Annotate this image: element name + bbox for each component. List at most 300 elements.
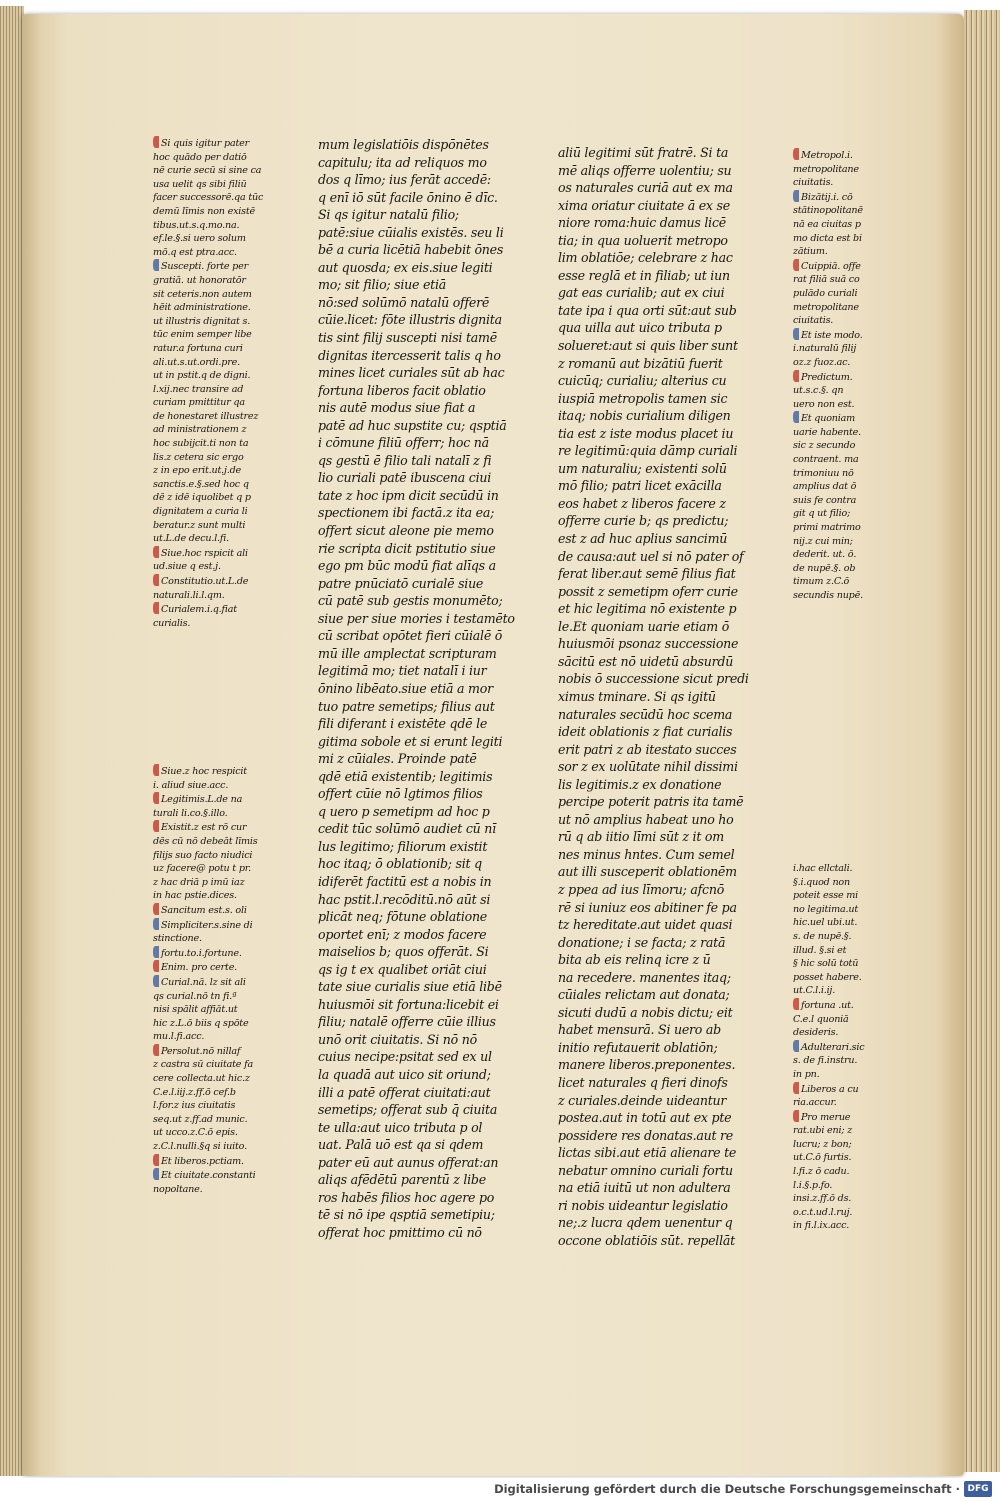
text-line [558, 249, 780, 267]
text-line-content: qua uilla aut uico tributa p [558, 320, 722, 336]
text-line [153, 560, 291, 574]
text-line-content: offert cūie nō lgtimos filios [318, 786, 483, 802]
text-line-content: oz.z fuoz.ac. [793, 356, 851, 368]
text-line [318, 575, 540, 593]
text-line-content: Et ciuitate.constanti [161, 1170, 256, 1182]
text-line-content: possidere res donatas.aut re [558, 1127, 733, 1143]
text-line-content: qs gestū ē filio tali natalī z fi [318, 452, 492, 468]
text-line-content: posset habere. [793, 971, 862, 983]
text-line-content: fortuna .ut. [801, 999, 854, 1011]
text-line-content: Bizātij.i. cō [801, 191, 853, 203]
text-line-content: secundis nupē. [793, 590, 863, 601]
text-line [318, 1189, 540, 1207]
text-line [318, 785, 540, 803]
rubric-mark [153, 903, 159, 915]
text-line-content: et hic legitima nō existente p [558, 601, 737, 617]
rubric-mark [153, 136, 159, 148]
text-line-content: ros habēs filios hoc agere po [318, 1189, 495, 1205]
text-line-content: pater eū aut aunus offerat:an [318, 1154, 499, 1170]
text-line [153, 835, 291, 849]
text-line-content: ef.le.§.si uero solum [153, 233, 246, 245]
text-line [318, 978, 540, 996]
text-line [153, 1030, 291, 1044]
text-line-content: ciuitatis. [793, 315, 834, 327]
text-line-content: nij.z cui min; [793, 535, 853, 547]
text-line [793, 521, 913, 535]
text-line [558, 916, 780, 934]
text-line [318, 627, 540, 645]
text-line [558, 302, 780, 320]
rubric-mark [793, 370, 799, 382]
text-line [558, 372, 780, 390]
text-line-content: nisi spālit affiāt.ut [153, 1004, 238, 1016]
text-line-content: fortu.to.i.fortune. [161, 947, 242, 959]
text-line-content: Curialem.i.q.fiat [161, 604, 237, 616]
text-line [793, 971, 913, 985]
text-line-content: manere liberos.preponentes. [558, 1057, 736, 1073]
text-line-content: pulādo curiali [793, 287, 858, 299]
text-line-content: § hic solū totū [793, 958, 859, 970]
text-line [558, 828, 780, 846]
text-line [318, 347, 540, 365]
text-line [318, 855, 540, 873]
text-line [558, 934, 780, 952]
text-line-content: illud. §.si et [793, 944, 847, 956]
text-line [558, 653, 780, 671]
text-line [153, 876, 291, 890]
text-line [793, 944, 913, 958]
text-line [318, 645, 540, 663]
text-line-content: aut illi susceperit oblationēm [558, 864, 737, 880]
text-line-content: sicuti dudū a nobis dictu; eit [558, 1004, 733, 1020]
text-line-content: rie scripta dicit pstitutio siue [318, 540, 496, 556]
text-line [793, 916, 913, 930]
text-line-content: dēs cū nō debeāt līmis [153, 835, 258, 847]
text-line [558, 565, 780, 583]
text-line-content: ali.ut.s.ut.ordi.pre. [153, 356, 240, 368]
text-line-content: tate ipa i qua orti sūt:aut sub [558, 302, 737, 318]
text-line [153, 779, 291, 793]
text-line-content: ratur.a fortuna curi [153, 342, 243, 354]
text-line-content: gratiā. ut honoratōr [153, 274, 246, 286]
text-line-content: Liberos a cu [801, 1083, 859, 1095]
text-line-content: lus legitimo; filiorum existit [318, 838, 488, 854]
text-line [318, 733, 540, 751]
text-line-content: Metropol.i. [801, 150, 853, 161]
gloss-right-top [793, 148, 913, 668]
text-line [318, 224, 540, 242]
text-line [558, 969, 780, 987]
text-line-content: ut.C.ō furtis. [793, 1152, 852, 1164]
text-line [793, 1219, 913, 1233]
text-line [318, 1013, 540, 1031]
text-line-content: de causa:aut uel si nō pater of [558, 548, 744, 564]
text-line-content: rat.ubi eni; z [793, 1125, 853, 1137]
text-line-content: Curial.nā. lz sit ali [161, 976, 246, 988]
text-line-content: licet naturales q fieri dinofs [558, 1074, 728, 1090]
rubric-mark [153, 546, 159, 558]
book-page [22, 14, 964, 1476]
text-line [318, 698, 540, 716]
text-line-content: hac pstit.l.recōditū.nō aūt si [318, 891, 491, 907]
text-line-content: de honestaret illustrez [153, 410, 259, 422]
text-line [153, 617, 291, 631]
text-line [793, 190, 913, 205]
text-line [793, 998, 913, 1013]
text-line [793, 1110, 913, 1125]
text-line-content: rat filiā suā co [793, 274, 860, 286]
text-line-content: ria.accur. [793, 1097, 837, 1109]
text-line-content: Siue.hoc rspicit ali [161, 547, 248, 559]
text-line-content: tibus.ut.s.q.mo.na. [153, 219, 240, 231]
text-line-content: seq.ut z.ff.ad munic. [153, 1113, 248, 1125]
text-line [318, 522, 540, 540]
rubric-mark [153, 960, 159, 972]
text-line [793, 575, 913, 589]
main-text-column-2 [558, 144, 780, 1262]
text-line-content: ximus tminare. Si qs igitū [558, 688, 716, 704]
text-line-content: idiferēt factitū est a nobis in [318, 873, 492, 889]
text-line [558, 811, 780, 829]
text-line-content: git q ut filio; [793, 508, 851, 520]
text-line [793, 273, 913, 287]
text-line-content: qdē etiā existentib; legitimis [318, 768, 493, 784]
rubric-mark [793, 328, 799, 340]
text-line [558, 1144, 780, 1162]
text-line [793, 328, 913, 343]
text-line [793, 204, 913, 218]
text-line [153, 1099, 291, 1113]
text-line-content: sācitū est nō uidetū absurdū [558, 653, 734, 669]
text-line-content: mum legislatiōis dispōnētes [318, 137, 489, 152]
text-line-content: timum z.C.ō [793, 576, 850, 588]
text-line-content: ud.siue q est.j. [153, 561, 221, 573]
text-line [793, 862, 913, 876]
text-line [793, 930, 913, 944]
text-line-content: Existit.z est rō cur [161, 822, 247, 834]
text-line-content: dos q līmo; ius ferāt accedē: [318, 172, 491, 188]
text-line-content: z romanū aut bizātiū fuerit [558, 355, 723, 371]
rubric-mark [153, 602, 159, 614]
text-line-content: demū līmis non existē [153, 205, 256, 217]
text-line-content: na recedere. manentes itaq; [558, 969, 731, 985]
text-line [318, 1154, 540, 1172]
text-line-content: na etiā iuitū ut non adultera [558, 1180, 731, 1196]
text-line [793, 467, 913, 481]
text-line [318, 540, 540, 558]
rubric-mark [153, 792, 159, 804]
text-line-content: hēit administratione. [153, 302, 251, 314]
text-line [558, 407, 780, 425]
text-line-content: Persolut.nō nillaf [161, 1045, 241, 1057]
text-line [558, 899, 780, 917]
text-line [153, 396, 291, 410]
text-line-content: metropolitane [793, 163, 859, 175]
text-line [793, 1068, 913, 1082]
text-line-content: sor z ex uolūtate nihil dissimi [558, 759, 738, 775]
text-line [318, 417, 540, 435]
text-line [153, 437, 291, 451]
text-line [793, 232, 913, 246]
text-line [558, 548, 780, 566]
text-line [793, 1013, 913, 1027]
text-line [318, 838, 540, 856]
text-line-content: gat eas curialib; aut ex ciui [558, 285, 725, 301]
text-line [153, 960, 291, 975]
text-line [153, 1086, 291, 1100]
text-line-content: metropolitane [793, 301, 859, 313]
text-line [318, 926, 540, 944]
text-line-content: sic z secundo [793, 440, 856, 452]
rubric-mark [153, 1154, 159, 1166]
text-line [318, 294, 540, 312]
text-line-content: mi z cūiales. Proinde patē [318, 751, 477, 767]
text-line [558, 670, 780, 688]
text-line [793, 535, 913, 549]
text-line [318, 592, 540, 610]
text-line-content: Siue.z hoc respicit [161, 766, 247, 777]
text-line-content: ut.s.c.§. qn [793, 385, 844, 397]
text-line [793, 287, 913, 301]
text-line [793, 176, 913, 190]
text-line-content: capitulu; ita ad reliquos mo [318, 154, 487, 170]
text-line-content: xima oriatur ciuitate ā ex se [558, 197, 730, 213]
text-line-content: la quadā aut uico sit oriund; [318, 1066, 491, 1082]
text-line [318, 943, 540, 961]
text-line-content: uarie habente. [793, 426, 861, 438]
text-line-content: aliū legitimi sūt fratrē. Si ta [558, 145, 729, 160]
text-line [793, 562, 913, 576]
text-line-content: siue per siue mories i testamēto [318, 610, 515, 626]
text-line-content: l.i.§.p.fo. [793, 1179, 833, 1191]
text-line [793, 411, 913, 426]
text-line-content: amplius dat ō [793, 481, 857, 493]
text-line-content: fili diferant i existēte qdē le [318, 716, 488, 732]
text-line-content: huiusmōi sit fortuna:licebit ei [318, 996, 499, 1012]
text-line-content: mo; sit filio; siue etiā [318, 277, 447, 293]
text-line [558, 267, 780, 285]
text-line [318, 803, 540, 821]
text-line [558, 1232, 780, 1250]
text-line-content: percipe poterit patris ita tamē [558, 794, 744, 810]
text-line [318, 908, 540, 926]
text-line [558, 986, 780, 1004]
text-line-content: Legitimis.L.de na [161, 794, 243, 806]
text-line [558, 600, 780, 618]
text-line [793, 301, 913, 315]
text-line-content: turali li.co.§.illo. [153, 807, 228, 819]
text-line-content: mu.l.fi.acc. [153, 1031, 205, 1043]
text-line-content: tia; in qua uoluerit metropo [558, 232, 728, 248]
text-line [558, 583, 780, 601]
text-line [793, 218, 913, 232]
text-line-content: plicāt neq; fōtune oblatione [318, 909, 488, 925]
text-line-content: Enim. pro certe. [161, 962, 238, 974]
text-line-content: i.hac ellctali. [793, 863, 853, 874]
text-line [318, 610, 540, 628]
text-line-content: Sancitum est.s. oli [161, 904, 247, 916]
text-line-content: re legitimū:quia dāmp curiali [558, 443, 738, 459]
text-line [318, 171, 540, 189]
text-line [318, 469, 540, 487]
text-line-content: ideit oblationis z fiat curialis [558, 724, 733, 740]
gloss-right-bottom [793, 862, 913, 1282]
text-line-content: sit ceteris.non autem [153, 288, 252, 300]
text-line-content: o.c.t.ud.l.ruj. [793, 1206, 853, 1218]
text-line [318, 206, 540, 224]
text-line [793, 1165, 913, 1179]
text-line-content: lio curiali patē ibuscena ciui [318, 470, 492, 486]
text-line-content: dē z idē iquolibet q p [153, 492, 251, 504]
rubric-mark [153, 1044, 159, 1056]
text-line-content: Si quis igitur pater [161, 138, 249, 149]
text-line [558, 1092, 780, 1110]
text-line [558, 618, 780, 636]
text-line-content: legitimā mo; tiet natalī i iur [318, 663, 487, 679]
text-line [558, 1021, 780, 1039]
text-line-content: cuius necipe:psitat sed ex ul [318, 1049, 492, 1065]
text-line [318, 1224, 540, 1242]
text-line-content: habet mensurā. Si uero ab [558, 1022, 721, 1038]
text-line-content: lucru; z bon; [793, 1138, 852, 1150]
text-line-content: aut quosda; ex eis.siue legiti [318, 259, 493, 275]
text-line-content: os naturales curiā aut ex ma [558, 180, 733, 196]
text-line-content: cere collecta.ut hic.z [153, 1073, 250, 1085]
text-line-content: spectionem ibi factā.z ita ea; [318, 505, 495, 521]
text-line [318, 1119, 540, 1137]
rubric-mark [793, 148, 799, 160]
text-line-content: offerre curie b; qs predictu; [558, 513, 729, 529]
text-line [318, 189, 540, 207]
text-line-content: tate siue curialis siue etiā libē [318, 979, 502, 995]
text-line [153, 356, 291, 370]
text-line-content: niore roma:huic damus licē [558, 215, 726, 231]
text-line [318, 364, 540, 382]
text-line-content: zātium. [793, 246, 828, 258]
text-line [793, 984, 913, 998]
text-line [318, 452, 540, 470]
text-line [153, 1154, 291, 1169]
rubric-mark [153, 946, 159, 958]
text-line-content: stinctione. [153, 933, 202, 945]
text-line [793, 259, 913, 274]
text-line [153, 205, 291, 219]
text-line [153, 903, 291, 918]
text-line [153, 478, 291, 492]
text-line [153, 589, 291, 603]
text-line-content: mo dicta est bi [793, 232, 862, 244]
text-line [793, 453, 913, 467]
text-line [153, 932, 291, 946]
text-line-content: z.C.l.nulli.§q si iuito. [153, 1141, 247, 1153]
text-line-content: mē aliqs offerre uolentiu; su [558, 162, 732, 178]
text-line-content: solueret:aut si quis liber sunt [558, 338, 738, 354]
text-line-content: est z ad huc aplius sancimū [558, 531, 728, 547]
text-line [153, 1072, 291, 1086]
text-line-content: in hac pstie.dices. [153, 890, 237, 902]
text-line [558, 1162, 780, 1180]
text-line-content: uz facere@ potu t pr. [153, 863, 251, 875]
text-line [558, 284, 780, 302]
text-line [318, 873, 540, 891]
text-line-content: C.e.l quoniā [793, 1013, 849, 1025]
rubric-mark [153, 764, 159, 776]
text-line-content: itaq; nobis curialium diligen [558, 408, 731, 424]
text-line [318, 241, 540, 259]
text-line-content: nē curie secū si sine ca [153, 165, 262, 177]
text-line [318, 382, 540, 400]
text-line-content: curialis. [153, 617, 191, 629]
text-line [153, 1058, 291, 1072]
text-line [153, 505, 291, 519]
text-line-content: l.xij.nec transire ad [153, 383, 244, 395]
text-line [793, 876, 913, 890]
text-line-content: Pro merue [801, 1111, 851, 1123]
text-line [558, 1039, 780, 1057]
text-line [558, 477, 780, 495]
rubric-mark [153, 574, 159, 586]
funding-credit: Digitalisierung gefördert durch die Deutsche Forschungsgemeinschaft · [494, 1482, 960, 1496]
text-line [793, 1151, 913, 1165]
text-line [318, 1066, 540, 1084]
text-line [318, 399, 540, 417]
text-line-content: tis sint filij suscepti nisi tamē [318, 330, 497, 346]
text-line-content: bita ab eis relinq icre z ū [558, 952, 711, 968]
text-line [793, 480, 913, 494]
text-line [558, 232, 780, 250]
text-line-content: de nupē.§. ob [793, 562, 856, 574]
text-line [318, 996, 540, 1014]
text-line-content: rū q ab iitio līmi sūt z it om [558, 829, 724, 845]
text-line-content: Et quoniam [801, 413, 856, 425]
text-line-content: rē si iuniuz eos abitiner fe pa [558, 899, 737, 915]
text-line [153, 1017, 291, 1031]
text-line [318, 154, 540, 172]
rubric-mark [153, 975, 159, 987]
text-line [793, 245, 913, 259]
text-line-content: cūie.licet: fōte illustris dignita [318, 312, 502, 328]
text-line [153, 315, 291, 329]
text-line [153, 164, 291, 178]
text-line-content: nō:sed solūmō natalū offerē [318, 294, 490, 310]
text-line [153, 519, 291, 533]
text-line [153, 274, 291, 288]
text-line [558, 706, 780, 724]
text-line [558, 723, 780, 741]
text-line-content: Predictum. [801, 371, 853, 383]
text-line [318, 1048, 540, 1066]
text-line [793, 589, 913, 603]
text-line [318, 329, 540, 347]
text-line [153, 602, 291, 617]
text-line [558, 337, 780, 355]
text-line-content: Si qs igitur natalū filio; [318, 207, 459, 223]
text-line [318, 1031, 540, 1049]
text-line-content: cuicūq; curialiu; alterius cu [558, 373, 727, 389]
text-line-content: bē a curia licētiā habebit ōnes [318, 242, 504, 258]
text-line-content: cūiales relictam aut donata; [558, 987, 730, 1003]
text-line [153, 410, 291, 424]
text-line [793, 1179, 913, 1193]
text-line [793, 439, 913, 453]
text-line-content: uero non est. [793, 398, 855, 410]
text-line [153, 1126, 291, 1140]
text-line [558, 425, 780, 443]
gloss-left-bottom [153, 764, 291, 1244]
text-line-content: z curiales.deinde uideantur [558, 1092, 727, 1108]
text-line-content: filijs suo facto niudici [153, 849, 253, 861]
text-line [153, 1044, 291, 1059]
